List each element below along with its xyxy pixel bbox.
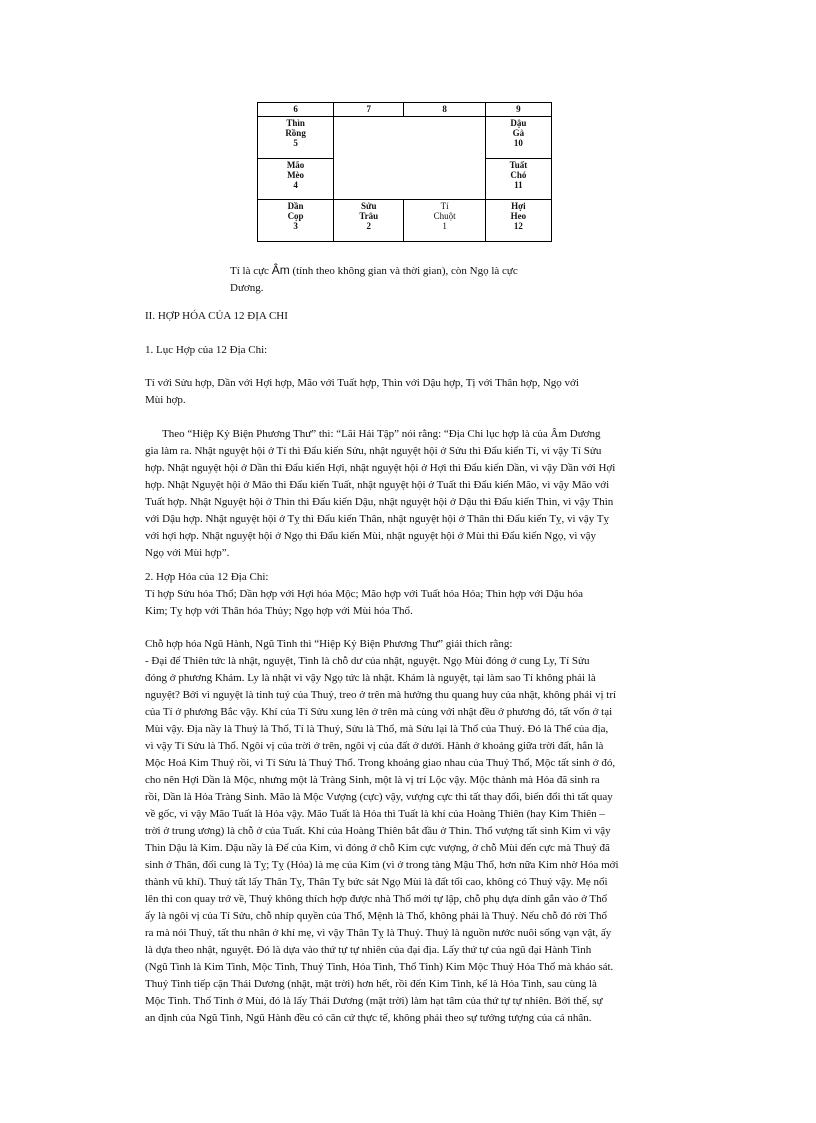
cell-text: Chó: [510, 169, 527, 180]
earthly-branches-table: [257, 102, 552, 242]
cell-text: Tuất: [509, 159, 528, 170]
cell-text: 3: [293, 221, 298, 232]
subsection-heading: 1. Lục Hợp của 12 Địa Chi:: [145, 344, 268, 356]
caption-text: (tính theo không gian và thời gian), còn Ngọ là cực: [289, 265, 518, 277]
table-cell: 7: [334, 103, 404, 117]
table-header-row: [258, 103, 552, 117]
cell-text: 4: [293, 179, 298, 190]
table-cell: [485, 117, 551, 159]
cell-text: Gà: [512, 128, 525, 139]
text-line: Chỗ hợp hóa Ngũ Hành, Ngũ Tinh thì “Hiệp Kỷ Biện Phương Thư” giải thích rằng:: [145, 638, 513, 650]
text-line: lên thì con quay trở về, Thuỷ không thích hợp được nhà Thổ mới tự lập, chỗ phụ dựa dính gắn vào ở Thổ: [145, 893, 608, 905]
text-line: hợp. Nhật Nguyệt hội ở Mão thì Đẩu kiến Tuất, nhật nguyệt hội ở Tuất thì Đẩu kiến Mão, vì vậy Mão với: [145, 479, 610, 491]
quote-paragraph: [145, 426, 705, 562]
cell-text: 11: [514, 179, 523, 190]
table-cell: [258, 117, 334, 159]
text-line: nguyệt? Bởi vì nguyệt là tinh tuý của Thuỷ, treo ở trên mà hưởng thu quang huy của nhật, không phải vị trí: [145, 689, 617, 701]
subsection-heading: 2. Hợp Hóa của 12 Địa Chi:: [145, 571, 269, 583]
text-line: Ngọ với Mùi hợp”.: [145, 547, 230, 559]
text-line: của Tí ở phương Bắc vậy. Khí của Tí Sửu xung lên ở trên mà cùng với nhật đều ở phương đó, tất vốn ở tại: [145, 706, 613, 718]
cell-text: 5: [293, 138, 298, 149]
text-line: ra mà nói Thuỷ, tất thu nhân ở khí mẹ, vì vậy Thân Tỵ là Thuỷ. Thuỷ là nguồn nước nuôi sống vạn vật, ấy: [145, 927, 612, 939]
cell-text: Trâu: [359, 211, 379, 222]
cell-text: Mèo: [287, 169, 305, 180]
paragraph: [145, 375, 705, 409]
table-cell: [334, 200, 404, 242]
cell-text: Mão: [286, 159, 305, 170]
table-cell: [485, 200, 551, 242]
text-line: Tí với Sửu hợp, Dần với Hợi hợp, Mão với Tuất hợp, Thìn với Dậu hợp, Tị với Thân hợp, Ngọ với: [145, 377, 579, 389]
table-cell: 8: [404, 103, 485, 117]
cell-text: 2: [366, 221, 371, 232]
text-line: (Ngũ Tinh là Kim Tinh, Mộc Tinh, Thuỷ Tinh, Hỏa Tinh, Thổ Tinh) Kim Mộc Thuỷ Hỏa Thổ mà khảo sát.: [145, 961, 614, 973]
text-line: về gốc, vì vậy Mão Tuất là Hỏa vậy. Mão Tuất là Hỏa thì Tuất là khí của Hoàng Thiên (hay Kim Thiên –: [145, 808, 605, 820]
body-paragraph: [145, 636, 705, 1027]
text-line: Mùi vậy. Địa nầy là Thuỷ là Thổ, Tí là Thuỷ, Sửu là Thổ, mà Sửu lại là Thổ của Thuỷ. Đó là Thể của địa,: [145, 723, 609, 735]
table-cell: 6: [258, 103, 334, 117]
text-line: với hợi hợp. Nhật nguyệt hội ở Ngọ thì Đẩu kiến Mùi, nhật nguyệt hội ở Mùi thì Đẩu kiến Ngọ, vì vậy: [145, 530, 597, 542]
table-caption: [230, 262, 610, 297]
text-line: là dựa theo nhật, nguyệt. Đó là dựa vào thứ tự tự nhiên của đại địa. Lấy thứ tự của ngũ đại Hành Tinh: [145, 944, 592, 956]
text-line: hợp. Nhật nguyệt hội ở Dần thì Đẩu kiến Hợi, nhật nguyệt hội ở Hợi thì Đẩu kiến Dần, vì vậy Dần với Hợi: [145, 462, 616, 474]
paragraph: [145, 586, 705, 620]
cell-text: Chuột: [433, 211, 456, 222]
cell-text: Cọp: [287, 211, 304, 222]
table-cell: [485, 158, 551, 200]
cell-text: Heo: [510, 211, 527, 222]
text-line: Mộc Tinh. Thổ Tinh ở Mùi, đó là lấy Thái Dương (mặt trời) làm hạt tâm của thứ tự tự nhiên. Bởi thế, sự: [145, 995, 603, 1007]
cell-text: Rồng: [285, 128, 306, 139]
caption-line: Dương.: [230, 282, 264, 294]
text-line: ấy là ngôi vị của Tí Sửu, chỗ nhíp quyền của Thổ, Mệnh là Thổ, không phải là Thuỷ. Nếu chỗ đó rời Thổ: [145, 910, 607, 922]
cell-text: Dần: [287, 201, 304, 212]
text-line: Thuỷ Tinh tiếp cận Thái Dương (nhật, mặt trời) hơn hết, rồi đến Kim Tinh, kế là Hỏa Tinh, sau cùng là: [145, 978, 597, 990]
table-cell: [258, 200, 334, 242]
text-line: đóng ở phương Khảm. Ly là nhật vì vậy Ngọ tức là nhật. Khảm là nguyệt, tại làm sao Tí không phải là: [145, 672, 596, 684]
table-cell: 9: [485, 103, 551, 117]
caption-text: Tí là cực: [230, 265, 272, 277]
text-line: Tuất hợp. Nhật Nguyệt hội ở Thìn thì Đẩu kiến Dậu, nhật nguyệt hội ở Dậu thì Đẩu kiến Thìn, vì vậy Thìn: [145, 496, 614, 508]
cell-text: 12: [513, 221, 523, 232]
text-line: Theo “Hiệp Kỷ Biện Phương Thư” thì: “Lãi Hải Tập” nói rằng: “Địa Chi lục hợp là của Âm Dương: [162, 428, 601, 440]
text-line: sinh ở Thân, đối cung là Tỵ; Tỵ (Hỏa) là mẹ của Kim (vì ở trong tàng Mậu Thổ, hơn nữa Kim nhờ Hỏa mới: [145, 859, 619, 871]
cell-text: Hợi: [511, 201, 526, 212]
text-line: thành vũ khí). Thuỷ tất lấy Thân Tỵ, Thân Tỵ bức sát Ngọ Mùi là đất tối cao, không có Thuỷ vậy. Mẹ nổi: [145, 876, 608, 888]
caption-am: Âm: [271, 263, 290, 277]
section-heading: II. HỢP HÓA CỦA 12 ĐỊA CHI: [145, 310, 288, 322]
table-row: [258, 200, 552, 242]
table-cell: [258, 158, 334, 200]
text-line: Mộc Hoả Kim Thuỷ rồi, vì Tí Sửu là Thuỷ Thổ. Trong khoảng giao nhau của Thuỷ Thổ, Mộc tất sinh ở đó,: [145, 757, 616, 769]
text-line: với Dậu hợp. Nhật nguyệt hội ở Tỵ thì Đẩu kiến Thân, nhật nguyệt hội ở Thân thì Đẩu kiến Tỵ, vì vậy Tỵ: [145, 513, 610, 525]
text-line: trời ở trung ương) là chỗ ở của Tuất. Khí của Hoàng Thiên bắt đầu ở Thìn. Thổ vượng tất sinh Kim vì vậy: [145, 825, 611, 837]
cell-text: 10: [513, 138, 523, 149]
text-line: - Đại để Thiên tức là nhật, nguyệt, Tinh là chỗ dư của nhật, nguyệt. Ngọ Mùi đóng ở cung Ly, Tí Sửu: [145, 655, 590, 667]
text-line: Mùi hợp.: [145, 394, 186, 406]
text-line: rồi, Dần là Hỏa Tràng Sinh. Mão là Mộc Vượng (cực) vậy, vượng cực thì tất thay đổi, biến đổi thì tất quay: [145, 791, 613, 803]
text-line: Tí hợp Sửu hóa Thổ; Dần hợp với Hợi hóa Mộc; Mão hợp với Tuất hóa Hỏa; Thìn hợp với Dậu hóa: [145, 588, 583, 600]
cell-text: Tí: [440, 201, 449, 212]
table-cell: [404, 200, 485, 242]
text-line: an định của Ngũ Tinh, Ngũ Hành đều có căn cứ thực tế, không phải theo sự tưởng tượng của cá nhân.: [145, 1012, 592, 1024]
text-line: Kim; Tỵ hợp với Thân hóa Thủy; Ngọ hợp với Mùi hóa Thổ.: [145, 605, 413, 617]
caption-line: [230, 262, 610, 280]
cell-text: Thìn: [286, 118, 305, 129]
text-line: cho nên Hợi Dần là Mộc, nhưng một là Tràng Sinh, một là vị trí Lộc vậy. Mộc thành mà Hỏa đã sinh ra: [145, 774, 600, 786]
table-center-empty: [334, 117, 486, 200]
cell-text: 1: [442, 221, 447, 232]
text-line: gia làm ra. Nhật nguyệt hội ở Tí thì Đẩu kiến Sửu, nhật nguyệt hội ở Sửu thì Đẩu kiến Tí, vì vậy Tí Sửu: [145, 445, 602, 457]
cell-text: Sửu: [361, 201, 377, 212]
table-row: [258, 117, 552, 159]
text-line: Thìn Dậu là Kim. Dậu nầy là Đế của Kim, vì đóng ở chỗ Kim cực vượng, ở chỗ Mùi đến cực mà Thuỷ đã: [145, 842, 610, 854]
text-line: vì vậy Tí Sửu là Thổ. Ngôi vị của trời ở trên, ngôi vị của đất ở dưới. Hành ở khoảng giữa trời đất, hẳn là: [145, 740, 604, 752]
cell-text: Dậu: [510, 118, 527, 129]
